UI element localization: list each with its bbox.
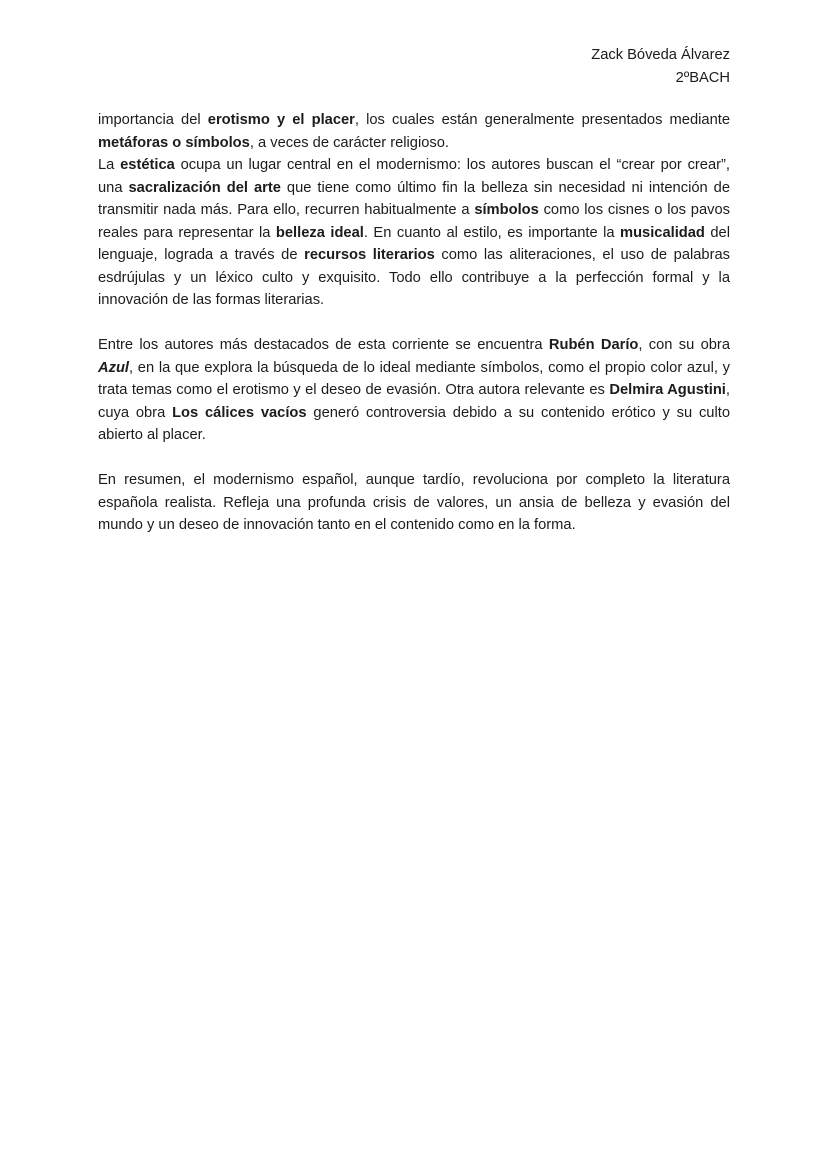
text-run: Azul — [98, 359, 130, 376]
paragraph — [98, 469, 730, 537]
text-run: En resumen, el modernismo español, aunque tardío, revoluciona por completo la literatura española realista. Refleja una profunda crisis de valores, un ansia de belleza y evasión del mundo y un deseo de innovación tanto en el contenido como en la forma. — [98, 472, 730, 533]
text-run: Rubén Darío — [548, 337, 639, 353]
text-run: como los cisnes o los pavos reales para representar la — [98, 202, 730, 241]
text-run: sacralización del arte — [128, 179, 281, 196]
blank-line — [98, 312, 730, 335]
text-run: belleza ideal — [275, 224, 364, 241]
text-run: metáforas o símbolos — [98, 134, 250, 151]
text-run: recursos literarios — [304, 247, 435, 263]
paragraph — [98, 154, 730, 312]
text-run: . En cuanto al estilo, es importante la — [363, 224, 621, 241]
paragraph — [98, 334, 730, 447]
text-run: , en la que explora la búsqueda de lo ideal mediante símbolos, como el propio color azul, y trata temas como el erotismo y el deseo de evasión. Otra autora relevante es — [98, 359, 730, 398]
text-run: estética — [120, 157, 175, 173]
text-run: , a veces de carácter religioso. — [249, 134, 450, 151]
text-run: La — [98, 157, 121, 173]
text-run: Entre los autores más destacados de esta corriente se encuentra — [98, 337, 549, 353]
text-run: , con su obra — [638, 337, 730, 353]
text-run: Delmira Agustini — [609, 382, 726, 398]
text-run: que tiene como último fin la belleza sin necesidad ni intención de transmitir nada más. Para ello, recurren habitualmente a — [98, 179, 730, 218]
text-run: erotismo y el placer — [207, 112, 355, 128]
text-run: ocupa un lugar central en el modernismo: los autores buscan el “crear por crear”, una — [98, 157, 731, 196]
paragraph — [98, 109, 730, 154]
header-author-line: Zack Bóveda Álvarez — [591, 47, 730, 63]
text-run: Los cálices vacíos — [172, 404, 307, 421]
text-run: musicalidad — [620, 224, 705, 241]
document-body — [98, 109, 730, 537]
text-run: , cuya obra — [98, 382, 730, 421]
document-header — [98, 44, 730, 89]
blank-line — [98, 447, 730, 470]
text-run: símbolos — [474, 202, 539, 218]
text-run: importancia del — [98, 112, 208, 128]
text-run: como las aliteraciones, el uso de palabras esdrújulas y un léxico culto y exquisito. Todo ello contribuye a la perfección formal y la innovación de las formas literarias. — [98, 247, 730, 308]
text-run: del lenguaje, lograda a través de — [98, 224, 730, 263]
text-run: , los cuales están generalmente presentados mediante — [354, 112, 730, 128]
text-run: generó controversia debido a su contenido erótico y su culto abierto al placer. — [98, 404, 730, 443]
header-course-line: 2ºBACH — [675, 69, 730, 86]
